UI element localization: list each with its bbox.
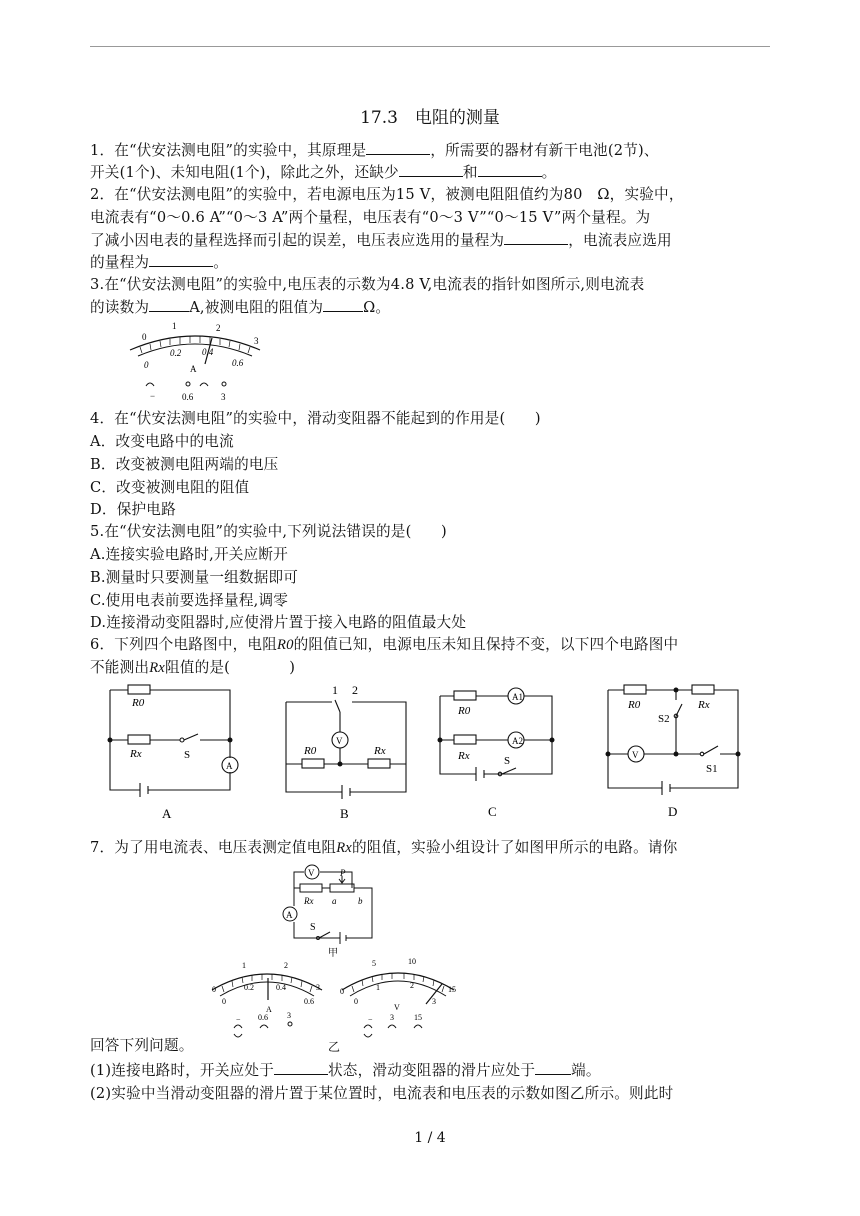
q4-option-a[interactable]: A．改变电路中的电流 [90,433,234,450]
q3-line-1: 3.在“伏安法测电阻”的实验中,电压表的示数为4.8 V,电流表的指针如图所示,则电流表 [90,276,645,293]
header-rule [90,46,770,47]
yi-a-top-1: 1 [242,961,246,970]
circuit-c-meter-a2: A2 [512,736,523,746]
q5-option-c[interactable]: C.使用电表前要选择量程,调零 [90,592,289,609]
q5-option-a[interactable]: A.连接实验电路时,开关应断开 [90,546,288,563]
yi-v-bottom-0: 0 [354,997,358,1006]
yi-v-bottom-1: 1 [376,983,380,992]
yi-a-terminal-06: 0.6 [258,1013,268,1022]
circuit-a-label: A [162,806,172,821]
jia-slider-p: P [340,868,346,878]
q1-text-b: ，所需要的器材有新干电池(2节)、 [430,142,659,159]
q3-meter-unit: A [190,364,197,374]
q2-line-2: 电流表有“0～0.6 A”“0～3 A”两个量程，电压表有“0～3 V”“0～15 V”两个量程。为 [90,209,651,226]
q7-blank-switch-state[interactable] [274,1062,328,1075]
q2-blank-voltmeter-range[interactable] [504,232,568,245]
q5-stem: 5.在“伏安法测电阻”的实验中,下列说法错误的是( ) [90,523,447,540]
q6-r0-symbol: R0 [277,637,294,653]
yi-v-top-2: 10 [408,957,416,966]
q3-terminal-06: 0.6 [182,392,194,402]
q7-p1-text-c: 端。 [571,1062,601,1079]
q3-ammeter-figure [120,320,270,402]
q3-tick-top-3: 3 [254,336,259,346]
yi-a-top-2: 2 [284,961,288,970]
q1-blank-2[interactable] [478,164,542,177]
q6-text-c: 不能测出 [90,659,150,676]
yi-v-top-1: 5 [372,959,376,968]
q7-figure-jia [276,858,386,960]
q3-tick-bottom-2: 0.4 [202,347,214,357]
q4-option-b[interactable]: B．改变被测电阻两端的电压 [90,456,279,473]
circuit-d-r0: R0 [628,699,641,711]
yi-a-bottom-2: 0.4 [276,983,286,992]
q7-line-2: 回答下列问题。 [90,1037,194,1054]
circuit-d-switch-s2: S2 [658,713,670,725]
yi-a-unit: A [266,1005,272,1014]
q7-line-1 [90,836,677,857]
q2-blank-ammeter-range[interactable] [149,254,213,267]
jia-ammeter: A [286,910,293,920]
yi-a-bottom-3: 0.6 [304,997,314,1006]
circuit-b-contact-1: 1 [332,683,338,697]
q7-text-b: 的阻值，实验小组设计了如图甲所示的电路。请你 [351,839,678,856]
circuit-c-meter-a1: A1 [512,692,523,702]
yi-v-terminal-neg: − [368,1015,373,1024]
q1-text-e: 。 [541,164,557,181]
q6-circuit-d [600,680,750,822]
yi-v-bottom-3: 3 [432,997,436,1006]
q2-text-a: 了减小因电表的量程选择而引起的误差，电压表应选用的量程为 [90,232,505,249]
q4-option-d[interactable]: D．保护电路 [90,501,176,518]
jia-end-b: b [358,896,363,906]
circuit-c-r0: R0 [458,705,471,717]
q7-p1-text-b: 状态，滑动变阻器的滑片应处于 [328,1062,536,1079]
q7-figure-yi-voltmeter [334,954,462,1040]
q5-option-d[interactable]: D.连接滑动变阻器时,应使滑片置于接入电路的阻值最大处 [90,614,467,631]
yi-v-terminal-15: 15 [414,1013,422,1022]
circuit-c-label: C [488,804,497,819]
q1-line-2 [90,161,556,182]
q3-tick-bottom-0: 0 [144,360,149,370]
q6-circuit-b [278,680,418,822]
q1-text-d: 和 [462,164,478,181]
yi-v-unit: V [394,1003,400,1012]
q3-text-b: A,被测电阻的阻值为 [189,299,324,316]
jia-rx: Rx [304,896,314,906]
circuit-a-r0: R0 [132,697,145,709]
yi-a-terminal-3: 3 [287,1011,291,1020]
q3-tick-bottom-3: 0.6 [232,358,244,368]
jia-end-a: a [332,896,337,906]
q1-blank-principle[interactable] [366,142,430,155]
q3-tick-top-2: 2 [216,323,221,333]
q7-part-2: (2)实验中当滑动变阻器的滑片置于某位置时，电流表和电压表的示数如图乙所示。则此时 [90,1085,674,1102]
q2-line-3 [90,229,672,250]
circuit-b-contact-2: 2 [352,683,358,697]
circuit-d-meter: V [632,750,639,760]
q7-blank-slider-end[interactable] [535,1062,571,1075]
q3-blank-current[interactable] [149,299,189,312]
q6-text-d: 阻值的是( ) [164,659,296,676]
circuit-d-label: D [668,804,678,819]
q7-part-1 [90,1059,601,1080]
q3-tick-bottom-1: 0.2 [170,348,182,358]
circuit-a-meter: A [226,761,233,771]
yi-a-terminal-neg: − [236,1015,241,1024]
circuit-a-switch: S [184,749,191,761]
yi-v-top-0: 0 [340,987,344,996]
q7-rx-symbol: Rx [336,840,352,856]
circuit-d-switch-s1: S1 [706,763,718,775]
circuit-c-switch: S [504,755,511,767]
q3-terminal-3: 3 [221,392,226,402]
jia-switch: S [310,922,316,933]
q6-line-2 [90,656,295,677]
q2-line-1: 2．在“伏安法测电阻”的实验中，若电源电压为15 V，被测电阻阻值约为80 Ω，实验中， [90,186,684,203]
q2-text-c: 的量程为 [90,254,150,271]
circuit-c-rx: Rx [458,750,470,762]
page-number: 1 / 4 [414,1130,446,1146]
yi-v-terminal-3: 3 [390,1013,394,1022]
q4-option-c[interactable]: C．改变被测电阻的阻值 [90,479,250,496]
circuit-d-rx: Rx [698,699,710,711]
jia-caption: 甲 [328,948,338,959]
q7-text-a: 7．为了用电流表、电压表测定值电阻 [90,839,337,856]
q6-circuit-a [100,680,250,822]
q3-terminal-neg: − [150,391,156,401]
q3-text-a: 的读数为 [90,299,150,316]
q1-blank-1[interactable] [399,164,463,177]
q3-tick-top-0: 0 [142,332,147,342]
q7-p1-text-a: (1)连接电路时，开关应处于 [90,1062,275,1079]
q3-line-2 [90,296,390,317]
circuit-b-meter: V [336,736,343,746]
q5-option-b[interactable]: B.测量时只要测量一组数据即可 [90,569,299,586]
q2-text-b: ，电流表应选用 [568,232,672,249]
q6-text-b: 的阻值已知，电源电压未知且保持不变，以下四个电路图中 [293,636,679,653]
q2-text-d: 。 [213,254,228,271]
q1-line-1 [90,139,659,160]
q2-line-4 [90,251,228,272]
q6-text-a: 6．下列四个电路图中，电阻 [90,636,278,653]
jia-voltmeter: V [308,868,315,878]
circuit-a-rx: Rx [130,748,142,760]
q7-figure-yi-ammeter [206,956,328,1040]
yi-v-bottom-2: 2 [410,981,414,990]
q3-blank-resistance[interactable] [323,299,363,312]
q3-tick-top-1: 1 [172,321,177,331]
circuit-b-rx: Rx [374,745,386,757]
q1-text-c: 开关(1个)、未知电阻(1个)，除此之外，还缺少 [90,164,399,181]
yi-a-top-0: 0 [212,985,216,994]
q7-yi-caption: 乙 [328,1040,341,1054]
page-title: 17.3 电阻的测量 [360,108,500,128]
q1-text-a: 1．在“伏安法测电阻”的实验中，其原理是 [90,142,367,159]
yi-a-top-3: 3 [316,983,320,992]
circuit-b-r0: R0 [304,745,317,757]
q3-text-c: Ω。 [363,299,391,316]
circuit-b-label: B [340,806,349,821]
q6-line-1 [90,633,678,654]
q6-circuit-c [432,680,572,822]
yi-a-bottom-0: 0 [222,997,226,1006]
yi-v-top-3: 15 [448,985,456,994]
q6-rx-symbol: Rx [149,660,165,676]
q4-stem: 4．在“伏安法测电阻”的实验中，滑动变阻器不能起到的作用是( ) [90,410,541,427]
yi-a-bottom-1: 0.2 [244,983,254,992]
